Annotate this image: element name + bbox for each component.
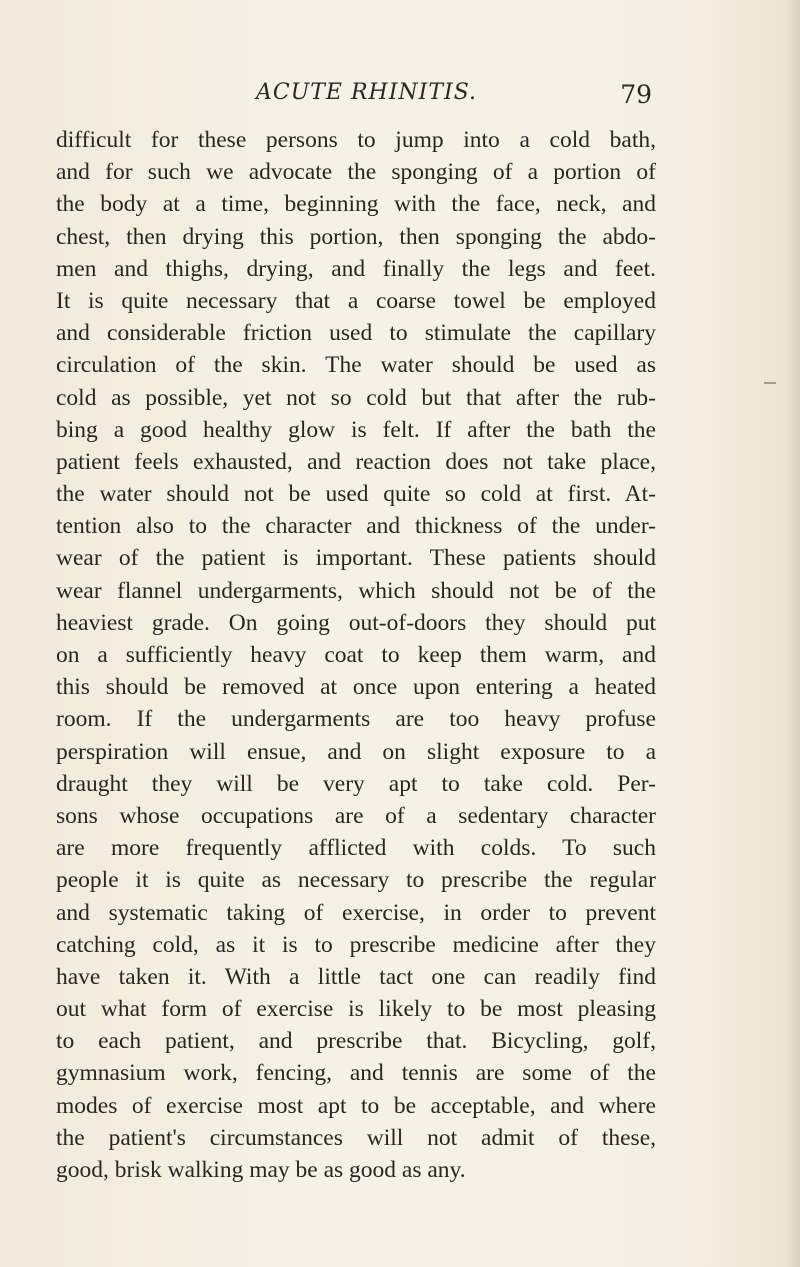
text-line: the patient's circumstances will not admit of these,	[56, 1124, 656, 1151]
text-line: people it is quite as necessary to prescribe the regular	[56, 867, 656, 894]
text-line: the water should not be used quite so cold at first. At-	[56, 481, 656, 508]
text-line: bing a good healthy glow is felt. If after the bath the	[56, 416, 656, 443]
text-line: patient feels exhausted, and reaction does not take place,	[56, 448, 656, 475]
page-edge-shadow	[786, 0, 800, 1267]
text-line: this should be removed at once upon entering a heated	[56, 674, 656, 701]
text-line: difficult for these persons to jump into a cold bath,	[56, 127, 656, 153]
text-line: and for such we advocate the sponging of a portion of	[56, 159, 656, 186]
text-line: cold as possible, yet not so cold but that after the rub-	[56, 384, 656, 411]
text-line: and considerable friction used to stimulate the capillary	[56, 320, 656, 347]
text-line: chest, then drying this portion, then sponging the abdo-	[56, 223, 656, 250]
text-line: on a sufficiently heavy coat to keep them warm, and	[56, 642, 656, 668]
text-line: perspiration will ensue, and on slight exposure to a	[56, 738, 656, 765]
page-number: 79	[620, 80, 652, 109]
text-line: the body at a time, beginning with the face, neck, and	[56, 191, 656, 218]
text-line-last: good, brisk walking may be as good as any.	[56, 1157, 466, 1183]
text-line: have taken it. With a little tact one can readily find	[56, 963, 656, 990]
text-line: and systematic taking of exercise, in order to prevent	[56, 899, 656, 926]
text-line: draught they will be very apt to take cold. Per-	[56, 770, 656, 797]
text-line: heaviest grade. On going out-of-doors they should put	[56, 609, 656, 636]
running-head: ACUTE RHINITIS.	[256, 80, 478, 105]
margin-mark	[764, 382, 776, 384]
text-line: It is quite necessary that a coarse towel be employed	[56, 287, 656, 314]
text-line: sons whose occupations are of a sedentary character	[56, 802, 656, 829]
text-line: are more frequently afflicted with colds. To such	[56, 835, 656, 862]
text-line: room. If the undergarments are too heavy profuse	[56, 706, 656, 733]
text-line: modes of exercise most apt to be acceptable, and where	[56, 1092, 656, 1119]
text-line: wear of the patient is important. These patients should	[56, 545, 656, 572]
text-line: tention also to the character and thickness of the under-	[56, 513, 656, 540]
text-line: wear flannel undergarments, which should not be of the	[56, 577, 656, 604]
text-line: men and thighs, drying, and finally the legs and feet.	[56, 255, 656, 282]
text-line: circulation of the skin. The water should be used as	[56, 352, 656, 379]
text-line: gymnasium work, fencing, and tennis are some of the	[56, 1060, 656, 1087]
body-text	[56, 124, 656, 1186]
page-header	[56, 80, 652, 114]
text-line: out what form of exercise is likely to be most pleasing	[56, 996, 656, 1023]
text-line: catching cold, as it is to prescribe medicine after they	[56, 931, 656, 958]
text-line: to each patient, and prescribe that. Bicycling, golf,	[56, 1028, 656, 1055]
